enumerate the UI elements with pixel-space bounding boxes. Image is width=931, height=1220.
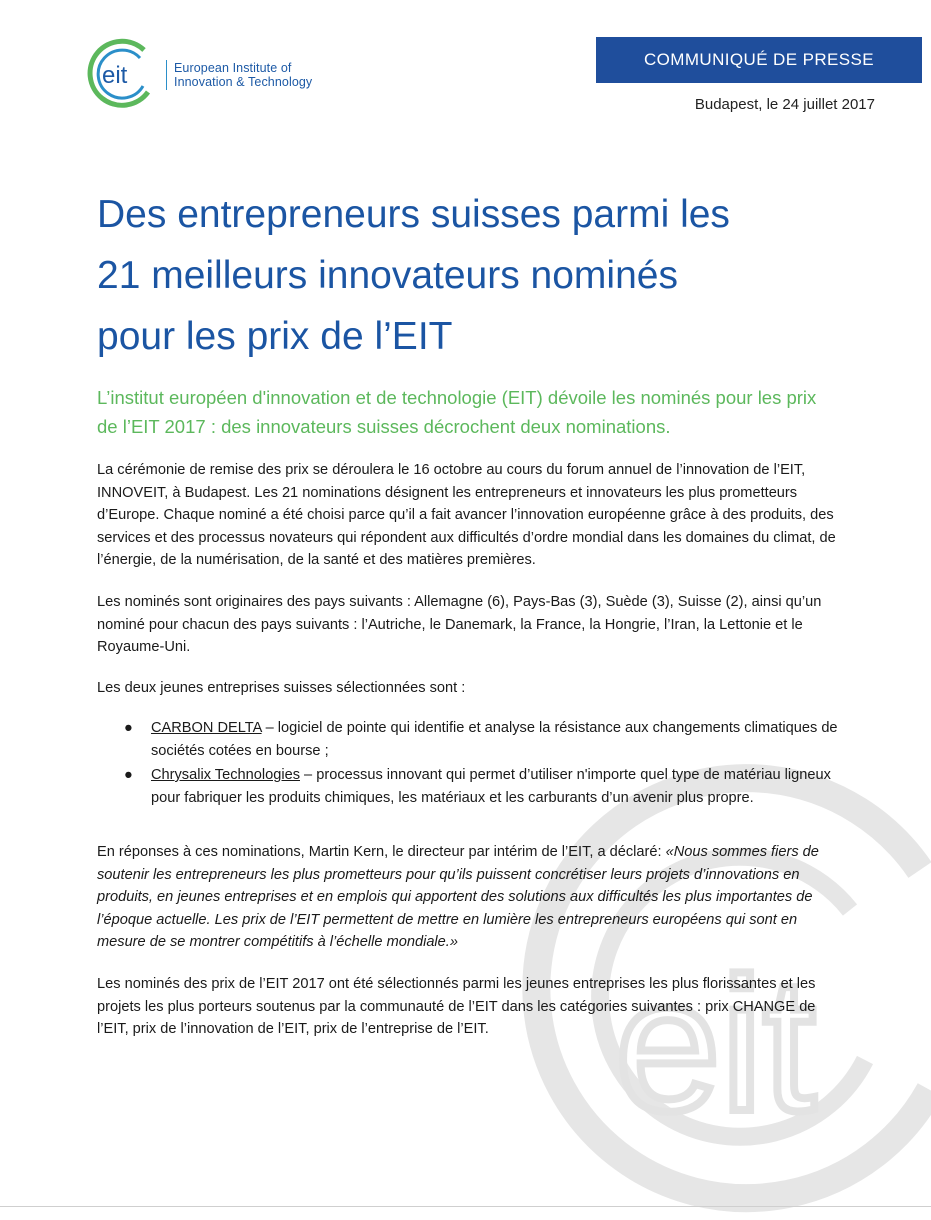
bullet-dot-icon: ●: [124, 767, 133, 783]
place-date: Budapest, le 24 juillet 2017: [694, 96, 875, 113]
title-line-2: 21 meilleurs innovateurs nominés: [97, 254, 678, 297]
quote-intro: En réponses à ces nominations, Martin Kern, le directeur par intérim de l’EIT, a déclaré:: [97, 844, 666, 860]
logo-mark-text: eit: [102, 62, 128, 89]
paragraph-1: La cérémonie de remise des prix se déroulera le 16 octobre au cours du forum annuel de l’innovation de l’EIT, INNOVEIT, à Budapest. Les 21 nominations désignent les entrepreneurs et innovateurs les plus prometteurs d’Europe. Chaque nominé a été choisi parce qu’il a fait avancer l’innovation européenne grâce à des produits, des services et des processus novateurs qui répondent aux difficultés d’ordre mondial dans les domaines du climat, de l’énergie, de la numérisation, de la santé et des matières premières.: [97, 462, 836, 568]
list-item-text: – processus innovant qui permet d’utiliser n'importe quel type de matériau ligneux pour fabriquer les produits chimiques, les matériaux et les carburants d’un avenir plus propre.: [151, 767, 831, 806]
eit-logo-icon: [82, 38, 160, 112]
watermark-text: eit: [615, 939, 816, 1151]
logo-divider: [166, 60, 167, 90]
paragraph-5: Les nominés des prix de l’EIT 2017 ont été sélectionnés parmi les jeunes entreprises les plus florissantes et les projets les plus porteurs soutenus par la communauté de l’EIT dans les catégories suivantes : prix CHANGE de l’EIT, prix de l’innovation de l’EIT, prix de l’entreprise de l’EIT.: [97, 976, 816, 1037]
chrysalix-link[interactable]: Chrysalix Technologies: [151, 767, 300, 783]
list-item: [97, 764, 842, 809]
subtitle: L’institut européen d'innovation et de technologie (EIT) dévoile les nominés pour les prix de l’EIT 2017 : des innovateurs suisses décrochent deux nominations.: [97, 387, 817, 437]
director-quote: «Nous sommes fiers de soutenir les entrepreneurs les plus prometteurs pour qu’ils puissent concrétiser leurs projets d’innovations en produits, en jeunes entreprises et en emplois qui apportent des solutions aux difficultés les plus importantes de l’époque actuelle. Les prix de l’EIT permettent de mettre en lumière les entrepreneurs européens qui sont en mesure de se montrer compétitifs à l’échelle mondiale.»: [97, 844, 819, 950]
bullet-dot-icon: ●: [124, 720, 133, 736]
list-item: [97, 717, 842, 762]
paragraph-2: Les nominés sont originaires des pays suivants : Allemagne (6), Pays-Bas (3), Suède (3), Suisse (2), ainsi qu’un nominé pour chacun des pays suivants : l’Autriche, le Danemark, la France, la Hongrie, l’Iran, la Lettonie et le Royaume-Uni.: [97, 594, 822, 655]
paragraph-4: [97, 841, 842, 954]
eit-logo[interactable]: [82, 38, 312, 112]
logo-line-1: European Institute of: [174, 61, 292, 75]
title-line-1: Des entrepreneurs suisses parmi les: [97, 193, 730, 236]
logo-wordmark: [174, 61, 312, 89]
logo-line-2: Innovation & Technology: [174, 75, 313, 89]
carbon-delta-link[interactable]: CARBON DELTA: [151, 720, 262, 736]
startup-list: [97, 717, 842, 811]
list-item-text: – logiciel de pointe qui identifie et analyse la résistance aux changements climatiques de sociétés cotées en bourse ;: [151, 720, 838, 759]
paragraph-3: Les deux jeunes entreprises suisses sélectionnées sont :: [97, 680, 466, 696]
page-title: [97, 184, 817, 367]
title-line-3: pour les prix de l’EIT: [97, 315, 453, 358]
bottom-divider: [0, 1206, 931, 1207]
press-release-banner: COMMUNIQUÉ DE PRESSE: [596, 37, 922, 83]
